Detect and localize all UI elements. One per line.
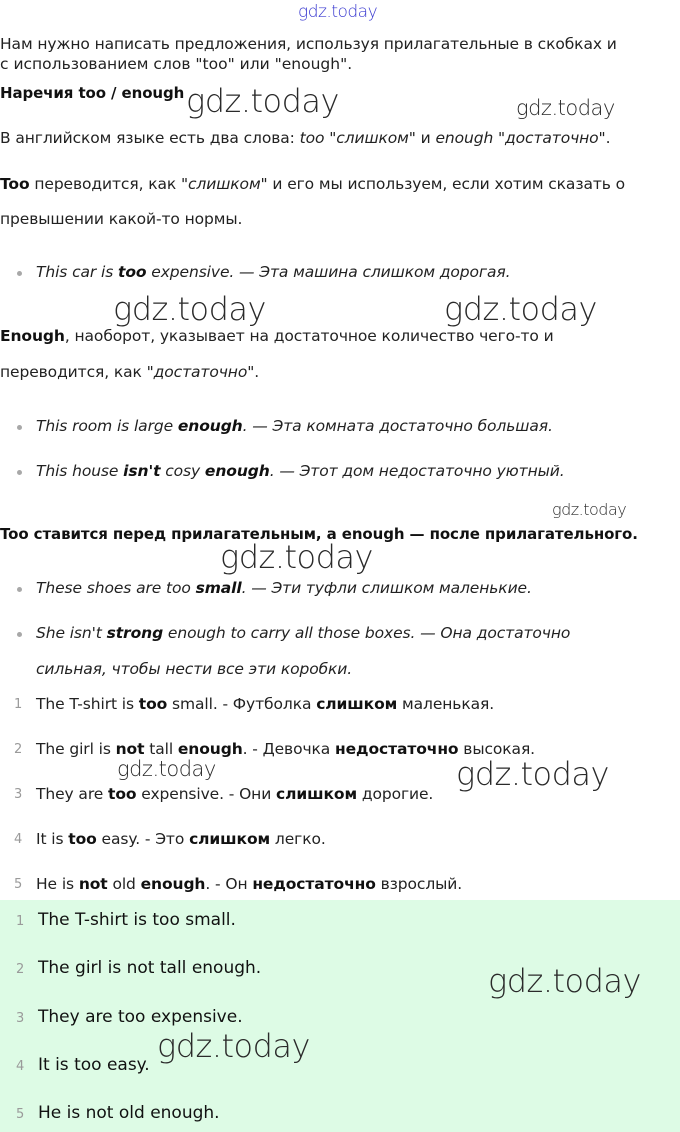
watermark-top: gdz.today <box>298 2 378 22</box>
section-heading: Наречия too / enough <box>0 84 185 102</box>
answer-item: It is too easy. <box>38 1055 150 1075</box>
list-number: 3 <box>14 787 23 802</box>
watermark: gdz.today <box>516 96 615 120</box>
paragraph-enough-line2: переводится, как "достаточно". <box>0 363 260 381</box>
example-enough-2: This house isn't cosy enough. — Этот дом недостаточно уютный. <box>36 462 565 480</box>
bullet-icon <box>17 632 22 637</box>
paragraph-too: Too переводится, как "слишком" и его мы используем, если хотим сказать о <box>0 175 626 193</box>
list-number: 5 <box>14 877 23 892</box>
watermark: gdz.today <box>552 500 627 519</box>
translation-item: It is too easy. - Это слишком легко. <box>36 830 326 848</box>
watermark: gdz.today <box>220 538 373 576</box>
translation-item: The T-shirt is too small. - Футболка слишком маленькая. <box>36 695 495 713</box>
example-rule-2: She isn't strong enough to carry all those boxes. — Она достаточно <box>36 624 571 642</box>
paragraph-too-line2: превышении какой-то нормы. <box>0 210 243 228</box>
translation-item: They are too expensive. - Они слишком дорогие. <box>36 785 434 803</box>
answer-number: 4 <box>16 1059 25 1074</box>
watermark: gdz.today <box>157 1027 310 1065</box>
watermark: gdz.today <box>456 755 609 793</box>
answer-number: 3 <box>16 1011 25 1026</box>
translation-item: He is not old enough. - Он недостаточно взрослый. <box>36 875 463 893</box>
example-enough-1: This room is large enough. — Эта комната достаточно большая. <box>36 417 553 435</box>
bullet-icon <box>17 425 22 430</box>
list-number: 2 <box>14 742 23 757</box>
paragraph-intro: В английском языке есть два слова: too "слишком" и enough "достаточно". <box>0 129 611 147</box>
watermark: gdz.today <box>117 757 216 781</box>
answer-number: 5 <box>16 1107 25 1122</box>
answers-box <box>0 900 680 1132</box>
answer-number: 2 <box>16 962 25 977</box>
answer-item: He is not old enough. <box>38 1103 220 1123</box>
answer-item: The T-shirt is too small. <box>38 910 236 930</box>
answer-item: They are too expensive. <box>38 1007 243 1027</box>
bullet-icon <box>17 271 22 276</box>
answer-item: The girl is not tall enough. <box>38 958 262 978</box>
watermark: gdz.today <box>444 290 597 328</box>
example-rule-1: These shoes are too small. — Эти туфли слишком маленькие. <box>36 579 532 597</box>
translation-item: The girl is not tall enough. - Девочка недостаточно высокая. <box>36 740 536 758</box>
bullet-icon <box>17 587 22 592</box>
paragraph-enough: Enough, наоборот, указывает на достаточное количество чего-то и <box>0 327 554 345</box>
intro-line: Нам нужно написать предложения, используя прилагательные в скобках и <box>0 35 617 53</box>
bullet-icon <box>17 470 22 475</box>
list-number: 1 <box>14 697 23 712</box>
watermark: gdz.today <box>186 82 339 120</box>
answer-number: 1 <box>16 914 25 929</box>
rule-heading: Too ставится перед прилагательным, а enough — после прилагательного. <box>0 525 638 543</box>
example-too: This car is too expensive. — Эта машина слишком дорогая. <box>36 263 511 281</box>
list-number: 4 <box>14 832 23 847</box>
watermark: gdz.today <box>113 290 266 328</box>
intro-cut-line: с использованием слов "too" или "enough". <box>0 55 353 73</box>
example-rule-2-line2: сильная, чтобы нести все эти коробки. <box>36 660 353 678</box>
watermark: gdz.today <box>488 962 641 1000</box>
